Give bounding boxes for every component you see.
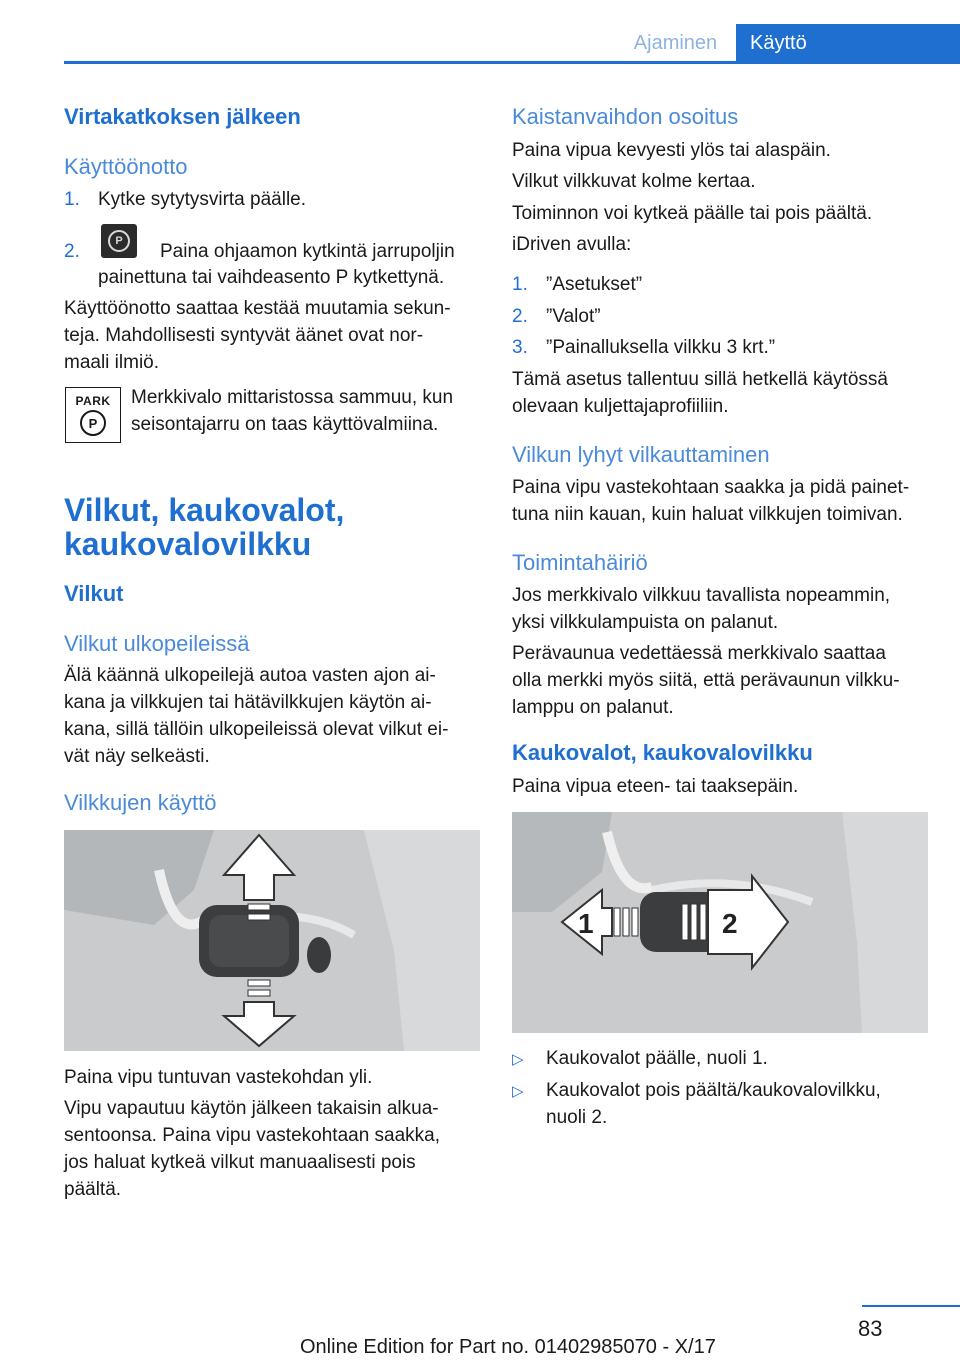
chapter-title: Vilkut, kaukovalot, xyxy=(64,492,345,528)
note-line: maali ilmiö. xyxy=(64,352,160,373)
lane-text: Toiminnon voi kytkeä päälle tai pois päältä. xyxy=(512,203,873,224)
menu-step xyxy=(512,334,932,361)
section-subtitle: Vilkut ulkopeileissä xyxy=(64,631,250,656)
note-line: teja. Mahdollisesti syntyvät äänet ovat nor‐ xyxy=(64,325,424,346)
indicator-text: Merkkivalo mittaristossa sammuu, kun xyxy=(131,387,454,408)
step-text: painettuna tai vaihdeasento P kytkettynä. xyxy=(98,267,445,288)
step-item xyxy=(64,186,484,213)
parking-brake-switch-icon xyxy=(101,224,137,258)
section-title: Kaukovalot, kaukovalovilkku xyxy=(512,740,813,765)
bullet-item xyxy=(512,1077,932,1105)
page-number: 83 xyxy=(858,1316,883,1341)
menu-step xyxy=(512,271,932,298)
tab-section[interactable] xyxy=(736,24,960,62)
mirror-text: Älä käännä ulkopeilejä autoa vasten ajon ai‐ xyxy=(64,665,436,686)
fault-text: olla merkki myös siitä, että perävaunun vilkku‐ xyxy=(512,670,900,691)
fault-text: Perävaunua vedettäessä merkkivalo saattaa xyxy=(512,643,886,664)
park-indicator-icon xyxy=(65,387,121,443)
mirror-text: kana, sillä tällöin ulkopeileissä olevat vilkut ei‐ xyxy=(64,719,449,740)
parking-symbol: P xyxy=(80,410,106,436)
short-text: Paina vipu vastekohtaan saakka ja pidä painet‐ xyxy=(512,477,910,498)
lane-text: Vilkut vilkkuvat kolme kertaa. xyxy=(512,171,756,192)
section-title: Virtakatkoksen jälkeen xyxy=(64,104,301,129)
step-number: 1. xyxy=(512,274,528,295)
step-text: Paina ohjaamon kytkintä jarrupoljin xyxy=(160,241,455,262)
step-number: 2. xyxy=(64,241,80,262)
header-rule xyxy=(64,61,960,64)
park-label: PARK xyxy=(75,394,111,408)
step-number: 1. xyxy=(64,189,80,210)
section-subtitle: Kaistanvaihdon osoitus xyxy=(512,104,739,129)
step-number: 3. xyxy=(512,337,528,358)
high-beam-lever-illustration xyxy=(512,812,928,1033)
fault-text: yksi vilkkulampuista on palanut. xyxy=(512,612,779,633)
footer-rule xyxy=(862,1305,960,1307)
tab-chapter-label: Ajaminen xyxy=(633,31,718,54)
short-text: tuna niin kauan, kuin haluat vilkkujen toimivan. xyxy=(512,504,903,525)
arrow-label-2: 2 xyxy=(722,908,738,939)
bullet-text: Kaukovalot päälle, nuoli 1. xyxy=(546,1048,768,1069)
mirror-text: kana ja vilkkujen tai hätävilkkujen käytön ai‐ xyxy=(64,692,432,713)
fault-text: lamppu on palanut. xyxy=(512,697,674,718)
return-text: sentoonsa. Paina vipu vastekohtaan saakka, xyxy=(64,1125,441,1146)
lane-text: Paina vipua kevyesti ylös tai alaspäin. xyxy=(512,140,831,161)
indicator-text: seisontajarru on taas käyttövalmiina. xyxy=(131,414,439,435)
bullet-text: Kaukovalot pois päältä/kaukovalovilkku, xyxy=(546,1080,881,1101)
section-subtitle: Vilkkujen käyttö xyxy=(64,790,217,815)
lane-text: iDriven avulla: xyxy=(512,234,632,255)
chapter-title: kaukovalovilkku xyxy=(64,526,312,562)
step-number: 2. xyxy=(512,306,528,327)
section-subtitle: Vilkun lyhyt vilkauttaminen xyxy=(512,442,770,467)
parking-symbol: P xyxy=(108,230,130,252)
beam-text: Paina vipua eteen- tai taaksepäin. xyxy=(512,776,799,797)
fault-text: Jos merkkivalo vilkkuu tavallista nopeammin, xyxy=(512,585,891,606)
section-title: Vilkut xyxy=(64,581,124,606)
saved-text: olevaan kuljettajaprofiiliin. xyxy=(512,396,729,417)
tab-chapter[interactable] xyxy=(615,24,736,62)
triangle-bullet-icon: ▷ xyxy=(512,1083,524,1100)
step-text: ”Painalluksella vilkku 3 krt.” xyxy=(546,337,776,358)
turn-signal-lever-illustration xyxy=(64,830,480,1051)
return-text: päältä. xyxy=(64,1179,122,1200)
usage-text: Paina vipu tuntuvan vastekohdan yli. xyxy=(64,1067,373,1088)
bullet-text: nuoli 2. xyxy=(546,1107,608,1128)
step-text: ”Valot” xyxy=(546,306,601,327)
mirror-text: vät näy selkeästi. xyxy=(64,746,210,767)
saved-text: Tämä asetus tallentuu sillä hetkellä käytössä xyxy=(512,369,888,390)
step-text: ”Asetukset” xyxy=(546,274,643,295)
return-text: jos haluat kytkeä vilkut manuaalisesti pois xyxy=(64,1152,416,1173)
tab-section-label: Käyttö xyxy=(750,31,807,54)
triangle-bullet-icon: ▷ xyxy=(512,1051,524,1068)
menu-step xyxy=(512,303,932,330)
note-line: Käyttöönotto saattaa kestää muutamia sekun‐ xyxy=(64,298,451,319)
section-subtitle: Toimintahäiriö xyxy=(512,550,648,575)
bullet-item xyxy=(512,1045,932,1073)
arrow-label-1: 1 xyxy=(578,908,594,939)
section-subtitle: Käyttöönotto xyxy=(64,154,188,179)
return-text: Vipu vapautuu käytön jälkeen takaisin alkua‐ xyxy=(64,1098,439,1119)
step-text: Kytke sytytysvirta päälle. xyxy=(98,189,307,210)
edition-text: Online Edition for Part no. 01402985070 - X/17 xyxy=(300,1336,716,1358)
